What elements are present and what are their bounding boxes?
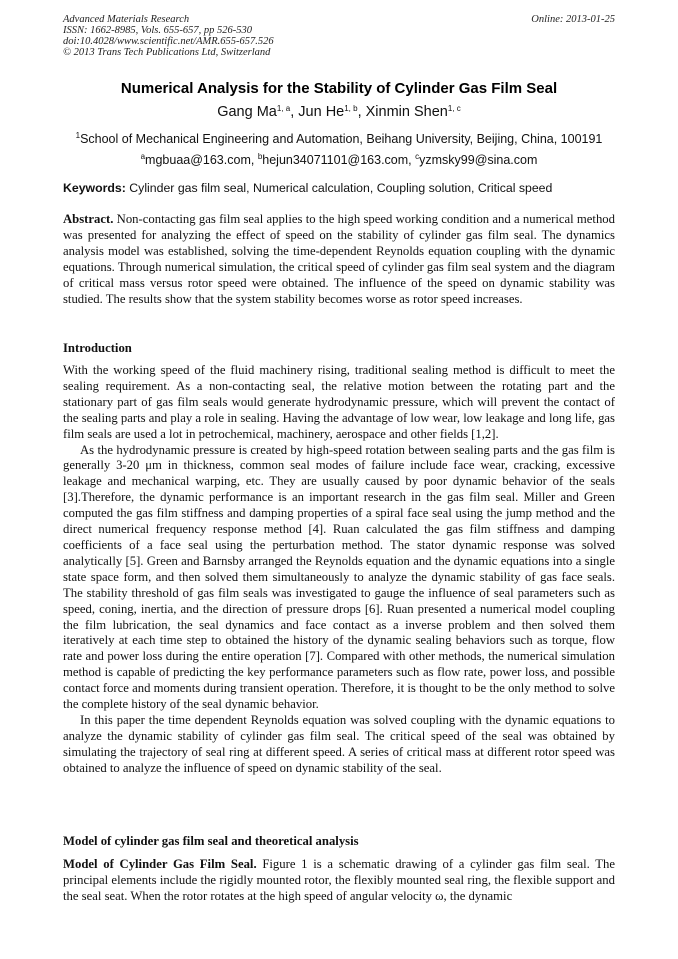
section-heading-introduction: Introduction xyxy=(63,341,132,355)
introduction-body xyxy=(63,363,615,777)
journal-name: Advanced Materials Research xyxy=(63,14,190,25)
journal-header xyxy=(63,14,615,58)
keywords xyxy=(63,180,615,196)
journal-copyright: © 2013 Trans Tech Publications Ltd, Switzerland xyxy=(63,47,271,58)
paper-title: Numerical Analysis for the Stability of Cylinder Gas Film Seal xyxy=(120,80,558,97)
journal-doi: doi:10.4028/www.scientific.net/AMR.655-657.526 xyxy=(63,36,274,47)
author-list xyxy=(0,103,678,121)
abstract-label: Abstract. xyxy=(63,212,114,226)
author: Jun He$^{1, b}$, xyxy=(298,104,366,120)
abstract xyxy=(63,212,615,307)
journal-issn: ISSN: 1662-8985, Vols. 655-657, pp 526-530 xyxy=(63,25,252,36)
paragraph: Figure 1 is a schematic drawing of a cylinder gas film seal. The principal elements include the rigidly mounted rotor, the flexibly mounted seal ring, the flexible support and the seal seat. When the rotor rotates at the high speed of angular velocity ω, the dynamic xyxy=(63,857,615,903)
paragraph: With the working speed of the fluid machinery rising, traditional sealing method is difficult to meet the sealing requirement. As a non-contacting seal, the relative motion between the rotating part and the stationary part of gas film seals would generate hydrodynamic pressure, which will prevent the contact of the sealing parts and play a role in sealing. Having the advantage of low wear, low leakage and long life, gas film seals are used a lot in petrochemical, machinery, aerospace and other fields [1,2]. xyxy=(63,363,615,441)
paragraph: As the hydrodynamic pressure is created by high-speed rotation between sealing parts and the gas film is generally 3-20 μm in thickness, common seal modes of failure include face wear, cracking, excessive leakage and mechanical warping, etc. They are usually caused by poor dynamic behavior of the seals [3].Therefore, the dynamic performance is an important research in the gas film seal. Miller and Green computed the gas film stiffness and damping properties of a spiral face seal using the jump method and the direct numerical frequency response method [4]. Ruan calculated the gas film stiffness and damping coefficients of a face seal using the perturbation method. The stator dynamic response was solved analytically [5]. Green and Barnsby arranged the Reynolds equation and the dynamic equations into a single state space form, and then solved them simultaneously to analyze the dynamic stability of gas face seals. The stability threshold of gas film seals was investigated to gauge the influence of seal parameters such as speed, coning, inertia, and the direction of pressure drops [6]. Ruan presented a numerical model coupling the film lubrication, the seal dynamics and face contact as a inverse problem and then solved them iteratively at each time step to obtained the history of the dynamic sealing behaviors such as torque, flow rate and power loss during the entire operation [7]. Compared with other methods, the numerical simulation method is capable of predicting the key performance parameters such as flow rate, power loss, and possible contact force and moments during transient operation. Therefore, it is thought to be the only method to solve the complete history of the seal dynamic behavior. xyxy=(63,442,615,712)
email[interactable]: $^a$mgbuaa@163.com xyxy=(140,152,251,167)
affiliation: $^1$School of Mechanical Engineering and Automation, Beihang University, Beijing, China, 100191 xyxy=(75,131,603,146)
email[interactable]: $^c$yzmsky99@sina.com xyxy=(415,152,538,167)
keywords-text: Cylinder gas film seal, Numerical calculation, Coupling solution, Critical speed xyxy=(129,181,553,195)
author: Gang Ma$^{1, a}$, xyxy=(217,104,299,120)
online-date: Online: 2013-01-25 xyxy=(531,14,615,25)
paragraph: In this paper the time dependent Reynolds equation was solved coupling with the dynamic equations to analyze the dynamic stability of cylinder gas film seal. The critical speed of the seal was obtained by simulating the trajectory of seal ring at different speed. A series of critical mass at different rotor speed was obtained to analyze the influence of speed on dynamic stability of the seal. xyxy=(63,712,615,775)
subsection-label: Model of Cylinder Gas Film Seal. xyxy=(63,857,257,871)
email[interactable]: $^b$hejun34071101@163.com xyxy=(257,152,409,167)
model-body xyxy=(63,857,615,905)
keywords-label: Keywords: xyxy=(63,181,126,195)
author: Xinmin Shen$^{1, c}$ xyxy=(365,104,461,120)
email-list: $^a$mgbuaa@163.com, $^b$hejun34071101@163.com, $^c$yzmsky99@sina.com xyxy=(140,152,538,167)
abstract-text: Non-contacting gas film seal applies to the high speed working condition and a numerical method was presented for analyzing the effect of speed on the stability of cylinder gas film seal. The dynamics analysis model was established, solving the time-dependent Reynolds equation coupling with the dynamic equations. Through numerical simulation, the critical speed of cylinder gas film seal system and the diagram of critical mass versus rotor speed were obtained. The influence of the speed on dynamic stability was studied. The results show that the system stability becomes worse as rotor speed increases. xyxy=(63,212,615,306)
section-heading-model: Model of cylinder gas film seal and theoretical analysis xyxy=(63,834,359,848)
